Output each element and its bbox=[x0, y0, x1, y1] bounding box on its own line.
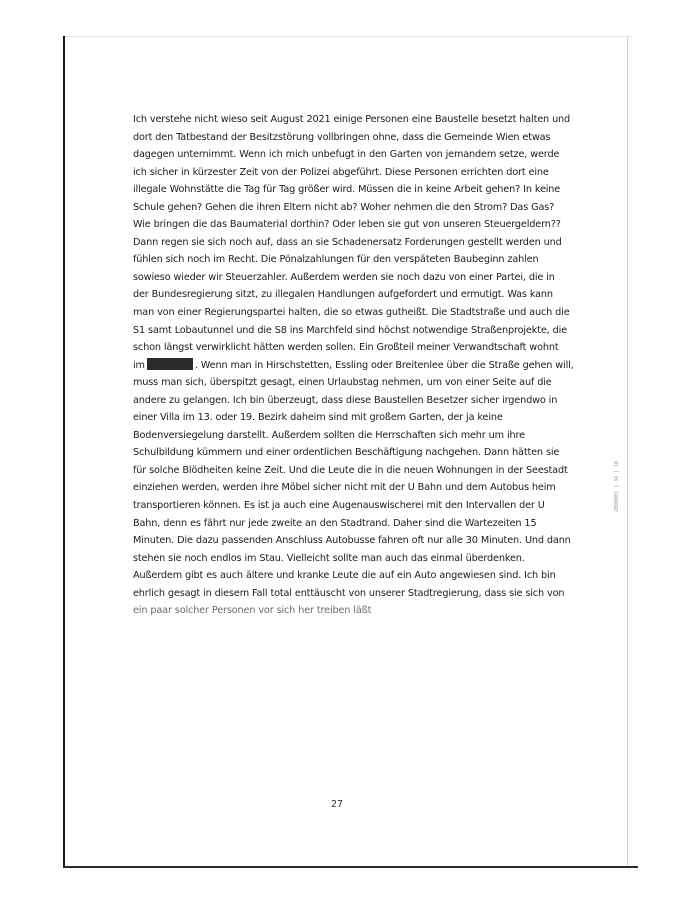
text-line: Schulbildung kümmern und einer ordentlichen Beschäftigung nachgehen. Dann hätten sie bbox=[133, 447, 560, 459]
text-line: muss man sich, überspitzt gesagt, einen Urlaubstag nehmen, um von einer Seite auf die bbox=[133, 377, 552, 389]
redacted-line-suffix: . Wenn man in Hirschstetten, Essling oder Breitenlee über die Straße gehen will, bbox=[194, 359, 574, 371]
text-line: schon längst verwirklicht hätten werden sollen. Ein Großteil meiner Verwandtschaft wohnt bbox=[133, 342, 559, 354]
text-line: transportieren können. Es ist ja auch eine Augenauswischerei mit den Intervallen der U bbox=[133, 500, 545, 512]
text-line: einer Villa im 13. oder 19. Bezirk daheim sind mit großem Garten, der ja keine bbox=[133, 412, 503, 424]
letter-body bbox=[133, 111, 574, 620]
text-line: Wie bringen die das Baumaterial dorthin? Oder leben sie gut von unseren Steuergeldern?? bbox=[133, 219, 561, 231]
text-line: ein paar solcher Personen vor sich her treiben läßt bbox=[133, 605, 372, 617]
redacted-line-prefix: im bbox=[133, 359, 145, 371]
text-line: dagegen unternimmt. Wenn ich mich unbefugt in den Garten von jemandem setze, werde bbox=[133, 149, 560, 161]
text-line: Ich verstehe nicht wieso seit August 2021 einige Personen eine Baustelle besetzt halten und bbox=[133, 114, 571, 125]
text-line: einziehen werden, werden ihre Möbel sicher nicht mit der U Bahn und dem Autobus heim bbox=[133, 482, 556, 494]
redacted-line bbox=[133, 357, 574, 375]
text-line: andere zu gelangen. Ich bin überzeugt, dass diese Baustellen Besetzer sicher irgendwo in bbox=[133, 394, 558, 406]
text-line: Minuten. Die dazu passenden Anschluss Autobusse fahren oft nur alle 30 Minuten. Und dann bbox=[133, 535, 571, 547]
text-line: sowieso wieder wir Steuerzahler. Außerdem werden sie noch dazu von einer Partei, die in bbox=[133, 271, 555, 283]
text-line: ich sicher in kürzester Zeit von der Polizei abgeführt. Diese Personen errichten dort eine bbox=[133, 166, 549, 178]
text-line: für solche Blödheiten keine Zeit. Und die Leute die in die neuen Wohnungen in der Seestadt bbox=[133, 464, 568, 476]
redaction-bar bbox=[147, 358, 193, 370]
text-line: Schule gehen? Gehen die ihren Eltern nicht ab? Woher nehmen die den Strom? Das Gas? bbox=[133, 201, 555, 213]
text-line: fühlen sich noch im Recht. Die Pönalzahlungen für den verspäteten Baubeginn zahlen bbox=[133, 254, 539, 266]
text-line: illegale Wohnstätte die Tag für Tag größer wird. Müssen die in keine Arbeit gehen? In keine bbox=[133, 184, 561, 196]
page-left-edge bbox=[63, 36, 65, 868]
text-line: Bodenversiegelung darstellt. Außerdem sollten die Herrschaften sich mehr um ihre bbox=[133, 429, 525, 441]
text-line: Dann regen sie sich noch auf, dass an sie Schadenersatz Forderungen gestellt werden und bbox=[133, 236, 562, 248]
text-line: S1 samt Lobautunnel und die S8 ins Marchfeld sind höchst notwendige Straßenprojekte, die bbox=[133, 324, 567, 336]
text-line: ehrlich gesagt in diesem Fall total enttäuscht von unserer Stadtregierung, dass sie sich von bbox=[133, 587, 565, 599]
page-right-edge bbox=[627, 36, 628, 868]
text-line: stehen sie noch endlos im Stau. Vielleicht sollte man auch das einmal überdenken. bbox=[133, 552, 525, 564]
text-line: Bahn, denn es fährt nur jede zweite an den Stadtrand. Daher sind die Wartezeiten 15 bbox=[133, 517, 537, 529]
margin-stamp: 2080001 | 34 | 10 bbox=[614, 460, 620, 512]
page-bottom-edge bbox=[63, 866, 638, 868]
text-line: man von einer Regierungspartei halten, die so etwas gutheißt. Die Stadtstraße und auch die bbox=[133, 307, 570, 319]
text-line: dort den Tatbestand der Besitzstörung vollbringen ohne, dass die Gemeinde Wien etwas bbox=[133, 131, 551, 143]
text-line: der Bundesregierung sitzt, zu illegalen Handlungen aufgefordert und ermutigt. Was kann bbox=[133, 289, 553, 301]
page-number: 27 bbox=[330, 799, 344, 810]
page-top-edge bbox=[62, 36, 632, 37]
text-line: Außerdem gibt es auch ältere und kranke Leute die auf ein Auto angewiesen sind. Ich bin bbox=[133, 570, 556, 582]
